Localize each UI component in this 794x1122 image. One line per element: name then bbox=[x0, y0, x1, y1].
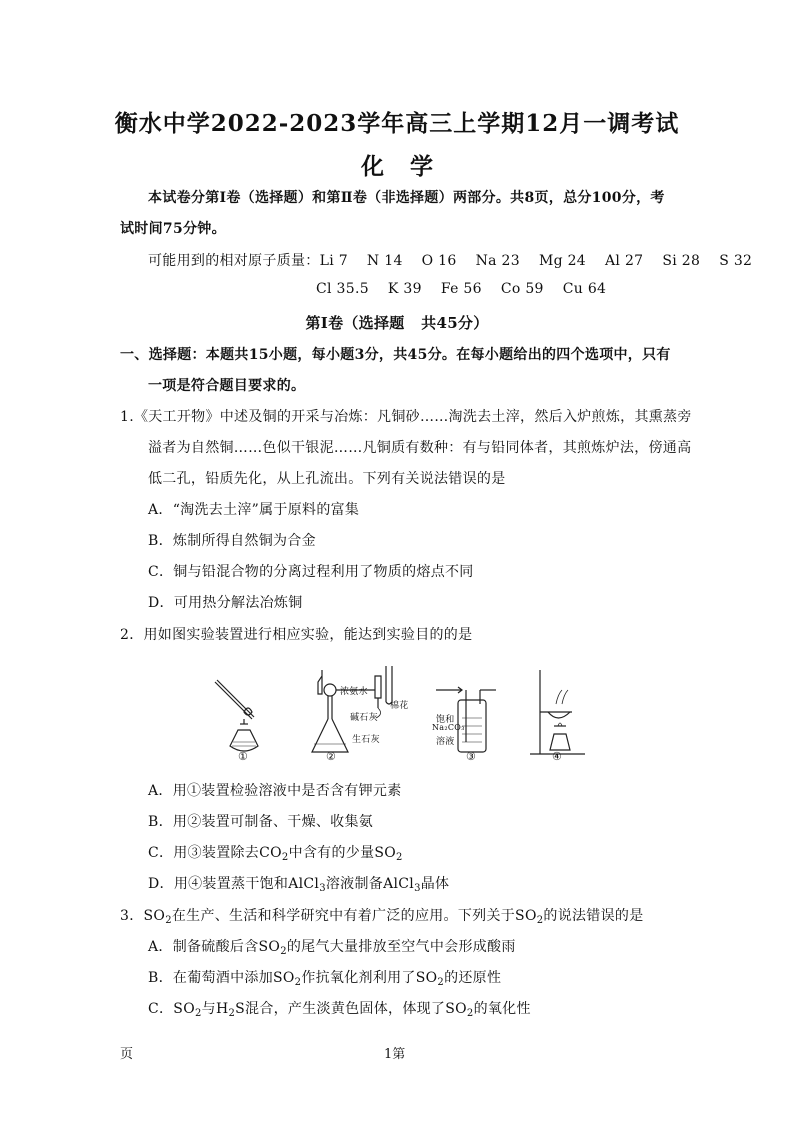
q1-option-a: A．“淘洗去土滓”属于原料的富集 bbox=[148, 502, 360, 518]
label-cotton: 棉花 bbox=[390, 701, 409, 711]
q1-stem-line-2: 溢者为自然铜……色似干银泥……凡铜质有数种：有与铅同体者，其煎炼炉法，傍通高 bbox=[148, 440, 692, 456]
q3-option-a: A．制备硫酸后含$SO_2$的尾气大量排放至空气中会形成酸雨 bbox=[148, 939, 516, 957]
intro-line-2: 试时间75分钟。 bbox=[120, 221, 226, 237]
label-quicklime: 生石灰 bbox=[352, 735, 380, 745]
q3-stem: 3．$SO_2$在生产、生活和科学研究中有着广泛的应用。下列关于$SO_2$的说法错误的是 bbox=[120, 908, 644, 926]
intro-line-1: 本试卷分第Ⅰ卷（选择题）和第Ⅱ卷（非选择题）两部分。共8页，总分100分，考 bbox=[148, 190, 665, 206]
q2-option-b: B．用②装置可制备、干燥、收集氨 bbox=[148, 814, 374, 830]
q1-stem-line-1: 1.《天工开物》中述及铜的开采与冶炼：凡铜砂……淘洗去土滓，然后入炉煎炼，其熏蒸旁 bbox=[120, 409, 692, 425]
subject-title: 化学 bbox=[361, 153, 459, 180]
atomic-masses-line-1: 可能用到的相对原子质量：Li 7 N 14 O 16 Na 23 Mg 24 Al 27 Si 28 S 32 bbox=[148, 253, 753, 269]
label-number-2: ② bbox=[326, 750, 337, 763]
label-na2co3: Na₂CO₃ bbox=[432, 723, 465, 732]
exam-title: 衡水中学2022-2023学年高三上学期12月一调考试 bbox=[114, 110, 680, 137]
label-sodalime: 碱石灰 bbox=[350, 713, 378, 723]
label-number-4: ④ bbox=[552, 750, 563, 763]
label-ammonia: 浓氨水 bbox=[340, 687, 368, 697]
apparatus-drawing bbox=[200, 664, 590, 764]
q2-stem: 2．用如图实验装置进行相应实验，能达到实验目的的是 bbox=[120, 627, 473, 643]
q1-stem-line-3: 低二孔，铅质先化，从上孔流出。下列有关说法错误的是 bbox=[148, 471, 506, 487]
apparatus-4-evaporation bbox=[530, 670, 585, 754]
q2-option-d: D．用④装置蒸干饱和AlCl$_3$溶液制备AlCl$_3$晶体 bbox=[148, 876, 450, 894]
q1-option-b: B．炼制所得自然铜为合金 bbox=[148, 533, 316, 549]
apparatus-1-flame-test bbox=[215, 680, 258, 751]
label-number-1: ① bbox=[238, 750, 249, 763]
q2-option-a: A．用①装置检验溶液中是否含有钾元素 bbox=[148, 783, 402, 799]
section1-line-2: 一项是符合题目要求的。 bbox=[148, 378, 306, 394]
footer-left: 页 bbox=[120, 1047, 134, 1062]
q3-option-c: C．$SO_2$与$H_2S$混合，产生淡黄色固体，体现了$SO_2$的氧化性 bbox=[148, 1001, 531, 1019]
q3-option-b: B．在葡萄酒中添加$SO_2$作抗氧化剂利用了$SO_2$的还原性 bbox=[148, 970, 502, 988]
label-number-3: ③ bbox=[466, 750, 477, 763]
atomic-masses-line-2: Cl 35.5 K 39 Fe 56 Co 59 Cu 64 bbox=[316, 281, 607, 297]
footer-page-number: 1第 bbox=[384, 1047, 406, 1062]
q1-option-d: D．可用热分解法冶炼铜 bbox=[148, 595, 303, 611]
q2-option-c: C．用③装置除去$CO_2$中含有的少量$SO_2$ bbox=[148, 845, 403, 863]
label-saturated: 饱和 bbox=[436, 715, 455, 725]
q1-option-c: C．铜与铅混合物的分离过程利用了物质的熔点不同 bbox=[148, 564, 474, 580]
section1-line-1: 一、选择题：本题共15小题，每小题3分，共45分。在每小题给出的四个选项中，只有 bbox=[120, 347, 671, 363]
label-solution: 溶液 bbox=[436, 737, 455, 747]
q2-apparatus-figure bbox=[200, 664, 590, 764]
part1-title: 第Ⅰ卷（选择题 共45分） bbox=[305, 314, 489, 332]
